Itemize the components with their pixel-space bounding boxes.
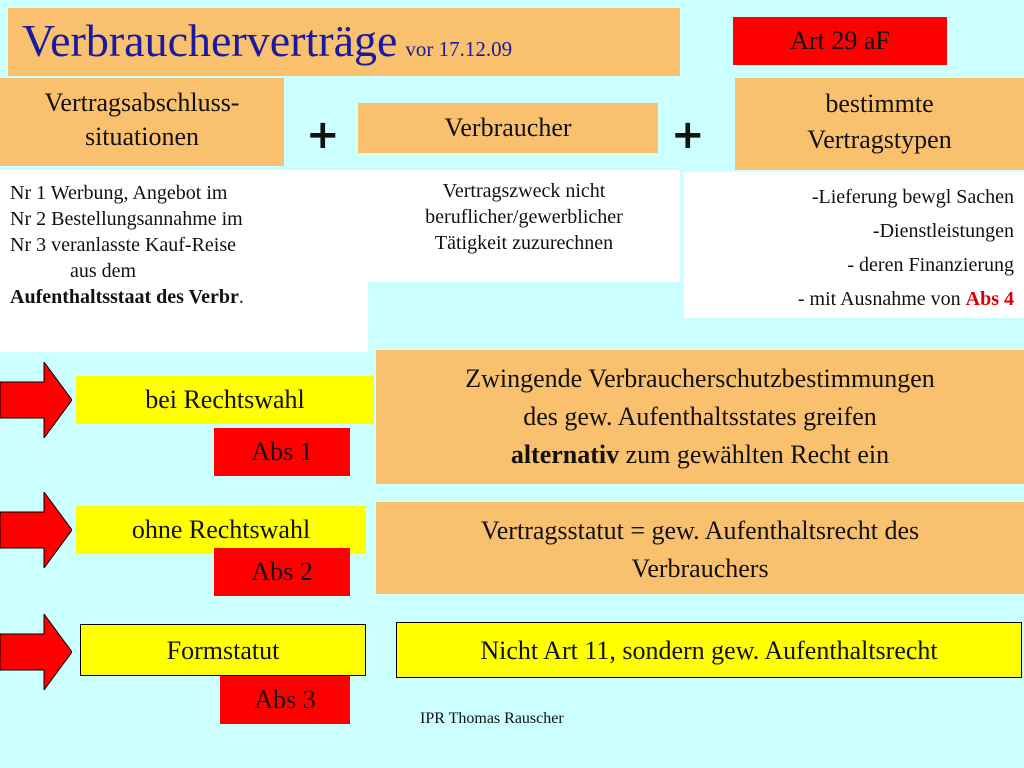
- situation-item-from: aus dem: [70, 260, 137, 282]
- consumer-heading: Verbraucher: [358, 103, 658, 153]
- contract-types-heading: bestimmte Vertragstypen: [735, 78, 1024, 170]
- situations-heading: Vertragsabschluss- situationen: [0, 78, 284, 166]
- article-badge: Art 29 aF: [733, 17, 947, 65]
- situation-item-2: Nr 2 Bestellungsannahme im: [10, 208, 243, 230]
- plus-sign-2: +: [671, 112, 705, 158]
- page-title: Verbraucherverträge: [22, 15, 398, 66]
- contract-type-list: [684, 172, 1024, 318]
- situation-item-residence: Aufenthaltsstaat des Verbr.: [10, 286, 244, 308]
- ohne-rechtswahl-label: ohne Rechtswahl: [76, 506, 366, 554]
- footer-credit: IPR Thomas Rauscher: [420, 710, 564, 727]
- arrow-right-icon: [0, 492, 72, 568]
- title-box: [8, 8, 680, 76]
- contract-item-4: - mit Ausnahme von Abs 4: [797, 288, 1014, 310]
- contract-item-3: - deren Finanzierung: [847, 254, 1014, 276]
- arrow-right-icon: [0, 614, 72, 690]
- contract-item-1: -Lieferung bewgl Sachen: [811, 186, 1014, 208]
- rule-box-3: Nicht Art 11, sondern gew. Aufenthaltsrecht: [396, 622, 1022, 678]
- rule-box-2: Vertragsstatut = gew. Aufenthaltsrecht des Verbrauchers: [376, 502, 1024, 594]
- contract-item-2: -Dienstleistungen: [872, 220, 1014, 242]
- abs-3-badge: Abs 3: [220, 676, 350, 724]
- abs-1-badge: Abs 1: [214, 428, 350, 476]
- rule-box-1: Zwingende Verbraucherschutzbestimmungen des gew. Aufenthaltsstates greifen alternativ zum gewählten Recht ein: [376, 350, 1024, 484]
- rechtswahl-label: bei Rechtswahl: [76, 376, 374, 424]
- formstatut-label: Formstatut: [80, 624, 366, 676]
- arrow-right-icon: [0, 362, 72, 438]
- situation-item-3: Nr 3 veranlasste Kauf-Reise: [10, 234, 237, 256]
- plus-sign-1: +: [306, 112, 340, 158]
- consumer-description: Vertragszweck nicht beruflicher/gewerblicher Tätigkeit zuzurechnen: [368, 170, 680, 282]
- situation-list: [0, 170, 368, 352]
- page-subtitle: vor 17.12.09: [405, 37, 513, 61]
- abs-2-badge: Abs 2: [214, 548, 350, 596]
- situation-item-1: Nr 1 Werbung, Angebot im: [10, 182, 228, 204]
